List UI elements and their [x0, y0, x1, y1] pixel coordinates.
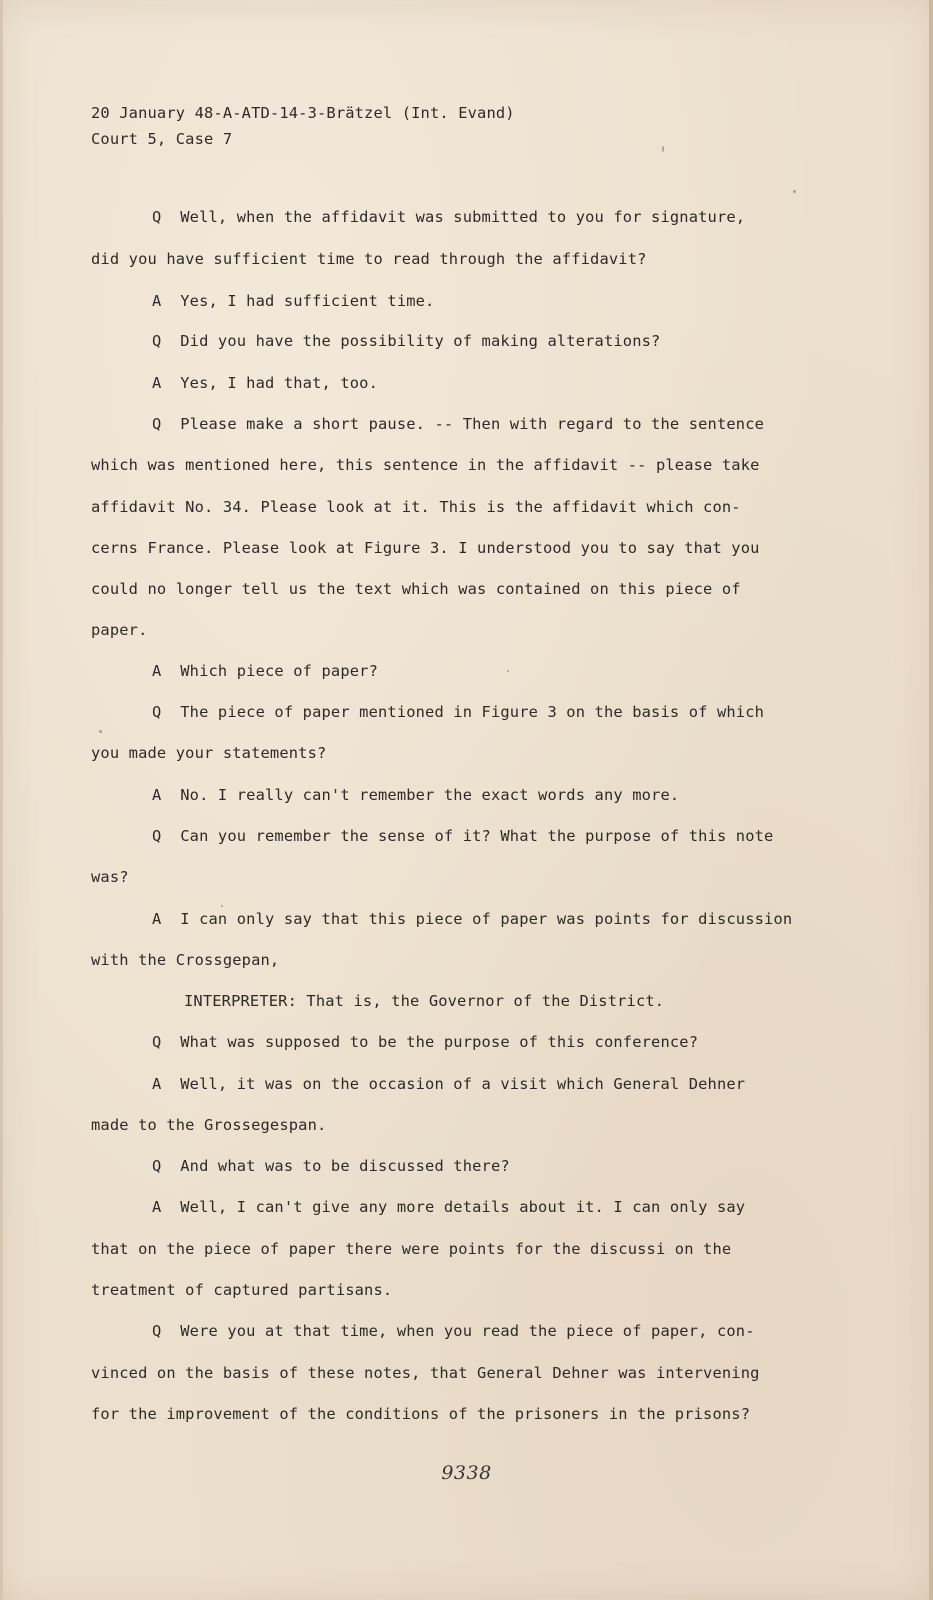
text-line: A No. I really can't remember the exact words any more. [152, 786, 680, 804]
text-line: Q Were you at that time, when you read the piece of paper, con- [152, 1322, 755, 1340]
page-right-edge [929, 0, 933, 1600]
paper-speck [793, 190, 796, 193]
text-line: A Yes, I had that, too. [152, 374, 378, 392]
paper-speck [507, 670, 509, 672]
text-line: A Well, it was on the occasion of a visit which General Dehner [152, 1075, 746, 1093]
text-line: with the Crossgepan, [91, 951, 280, 969]
paper-speck [662, 146, 664, 152]
text-line: A Yes, I had sufficient time. [152, 292, 435, 310]
text-line: was? [91, 868, 129, 886]
text-line: paper. [91, 621, 148, 639]
paper-speck [99, 730, 102, 733]
text-line: Q The piece of paper mentioned in Figure 3 on the basis of which [152, 703, 765, 721]
text-line: Q Please make a short pause. -- Then with regard to the sentence [152, 415, 765, 433]
text-line: INTERPRETER: That is, the Governor of the District. [184, 992, 665, 1010]
text-line: Q What was supposed to be the purpose of this conference? [152, 1033, 699, 1051]
paper-speck [221, 905, 223, 907]
text-line: A Which piece of paper? [152, 662, 378, 680]
text-line: Q Can you remember the sense of it? What the purpose of this note [152, 827, 774, 845]
text-line: vinced on the basis of these notes, that General Dehner was intervening [91, 1364, 760, 1382]
text-line: for the improvement of the conditions of the prisoners in the prisons? [91, 1405, 751, 1423]
text-line: made to the Grossegespan. [91, 1116, 327, 1134]
text-line: Q Did you have the possibility of making alterations? [152, 332, 661, 350]
text-line: Q And what was to be discussed there? [152, 1157, 510, 1175]
text-line: that on the piece of paper there were points for the discussi on the [91, 1240, 732, 1258]
text-line: Q Well, when the affidavit was submitted to you for signature, [152, 208, 746, 226]
text-line: affidavit No. 34. Please look at it. This is the affidavit which con- [91, 498, 741, 516]
header-line-1: 20 January 48-A-ATD-14-3-Brätzel (Int. Evand) [91, 104, 515, 122]
text-line: cerns France. Please look at Figure 3. I understood you to say that you [91, 539, 760, 557]
text-line: did you have sufficient time to read through the affidavit? [91, 250, 647, 268]
page-number: 9338 [441, 1462, 492, 1484]
page-left-edge [0, 0, 3, 1600]
text-line: A I can only say that this piece of paper was points for discussion [152, 910, 793, 928]
text-line: which was mentioned here, this sentence in the affidavit -- please take [91, 456, 760, 474]
header-line-2: Court 5, Case 7 [91, 130, 233, 148]
text-line: you made your statements? [91, 744, 327, 762]
text-line: treatment of captured partisans. [91, 1281, 393, 1299]
text-line: A Well, I can't give any more details about it. I can only say [152, 1198, 746, 1216]
text-line: could no longer tell us the text which was contained on this piece of [91, 580, 741, 598]
